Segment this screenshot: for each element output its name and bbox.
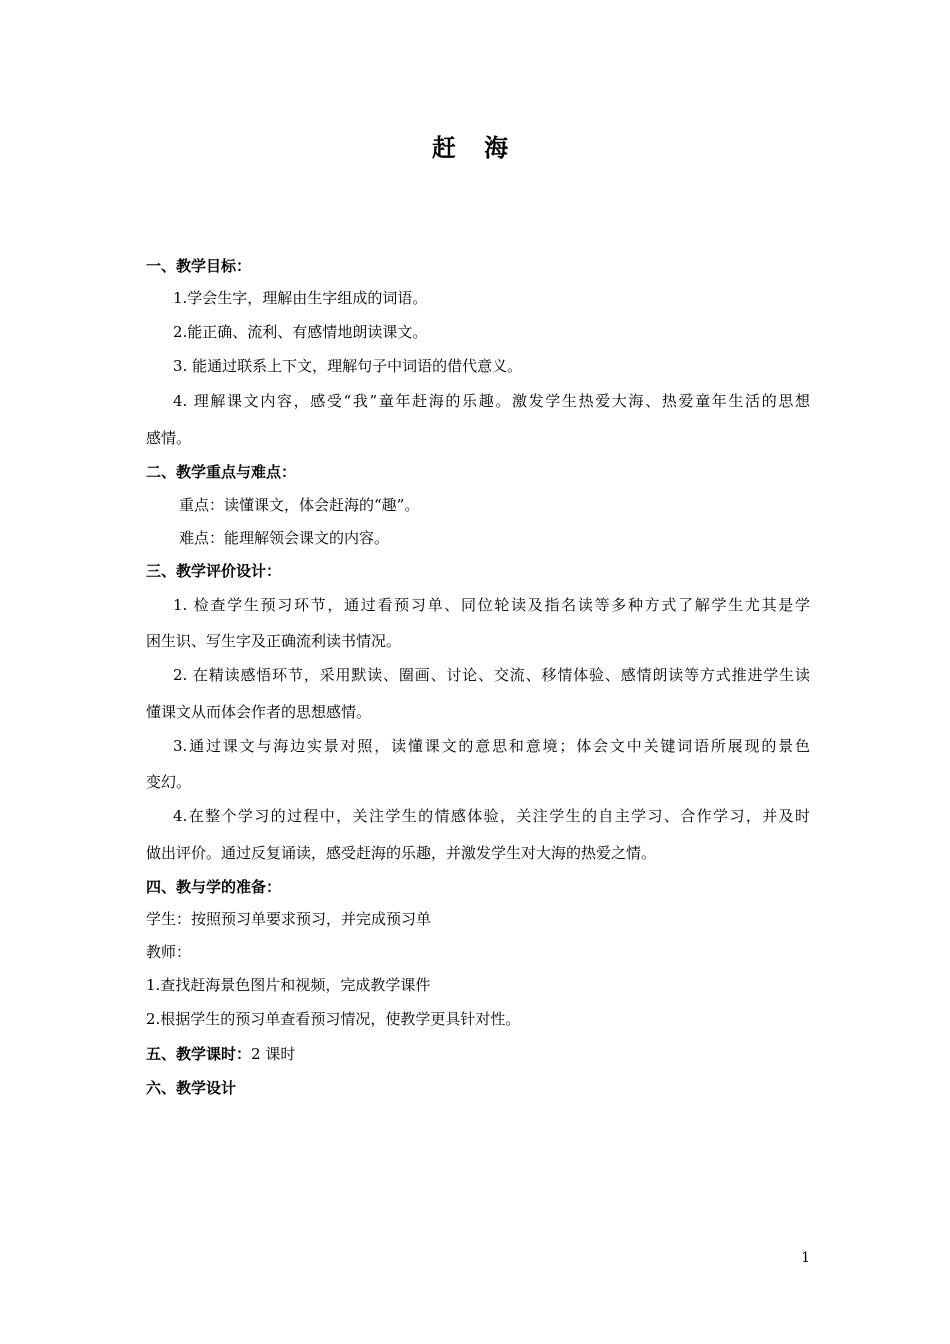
section-heading-class-hours: 五、教学课时： [146, 1045, 252, 1063]
evaluation-line-3: 3.通过课文与海边实景对照，读懂课文的意思和意境；体会文中关键词语所展现的景色 [173, 737, 810, 755]
key-point-difficulty: 难点：能理解领会课文的内容。 [179, 529, 390, 547]
section-heading-key-points: 二、教学重点与难点： [146, 463, 297, 481]
objective-item-4-cont: 感情。 [146, 429, 192, 447]
preparation-teacher-label: 教师： [146, 943, 192, 961]
section-heading-evaluation: 三、教学评价设计： [146, 562, 282, 580]
class-hours-value: 2 课时 [251, 1045, 296, 1063]
objective-item-2: 2.能正确、流利、有感情地朗读课文。 [173, 323, 428, 341]
evaluation-line-1: 1. 检查学生预习环节，通过看预习单、同位轮读及指名读等多种方式了解学生尤其是学 [173, 596, 810, 614]
document-title: 赶 海 [431, 133, 519, 162]
evaluation-line-4: 4.在整个学习的过程中，关注学生的情感体验，关注学生的自主学习、合作学习，并及时 [173, 807, 810, 825]
section-heading-preparation: 四、教与学的准备： [146, 878, 282, 896]
preparation-student: 学生：按照预习单要求预习，并完成预习单 [146, 910, 432, 928]
section-heading-design: 六、教学设计 [146, 1079, 237, 1097]
evaluation-line-2: 2. 在精读感悟环节，采用默读、圈画、讨论、交流、移情体验、感情朗读等方式推进学生读 [173, 666, 810, 684]
key-point-focus: 重点：读懂课文，体会赶海的“趣”。 [179, 496, 420, 514]
objective-item-1: 1.学会生字，理解由生字组成的词语。 [173, 289, 428, 307]
page-number: 1 [801, 1250, 810, 1266]
evaluation-line-3-cont: 变幻。 [146, 773, 192, 791]
preparation-teacher-item-2: 2.根据学生的预习单查看预习情况，使教学更具针对性。 [146, 1010, 521, 1028]
section-heading-objectives: 一、教学目标： [146, 257, 252, 275]
objective-item-3: 3. 能通过联系上下文，理解句子中词语的借代意义。 [173, 357, 523, 375]
evaluation-line-1-cont: 困生识、写生字及正确流利读书情况。 [146, 632, 402, 650]
evaluation-line-2-cont: 懂课文从而体会作者的思想感情。 [146, 703, 372, 721]
preparation-teacher-item-1: 1.查找赶海景色图片和视频，完成教学课件 [146, 976, 431, 994]
objective-item-4: 4. 理解课文内容，感受“我”童年赶海的乐趣。激发学生热爱大海、热爱童年生活的思想 [173, 392, 810, 410]
class-hours-line [146, 1043, 810, 1065]
evaluation-line-4-cont: 做出评价。通过反复诵读，感受赶海的乐趣，并激发学生对大海的热爱之情。 [146, 844, 657, 862]
